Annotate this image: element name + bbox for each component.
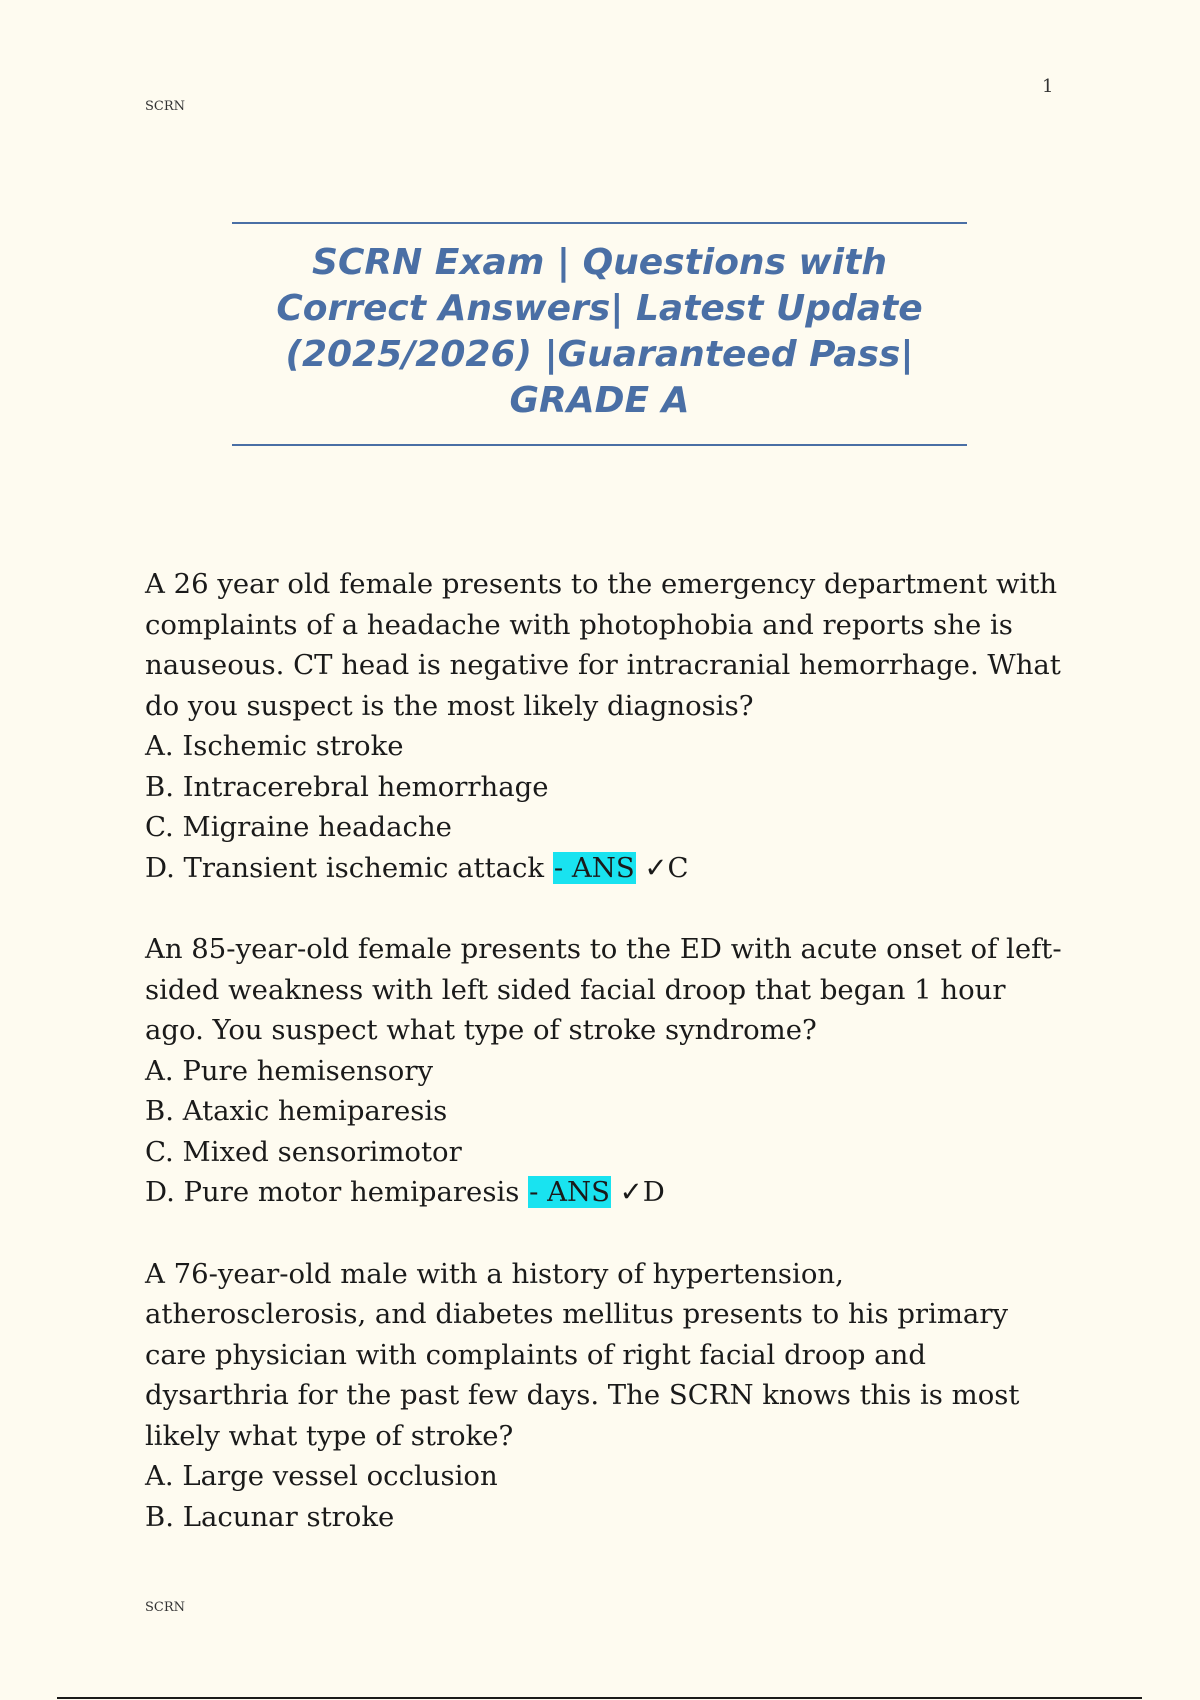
title-block (232, 222, 967, 446)
option-c: C. Migraine headache (145, 811, 452, 843)
footer-label: SCRN (145, 1600, 186, 1615)
option-b: B. Intracerebral hemorrhage (145, 770, 549, 803)
option-b: B. Lacunar stroke (145, 1500, 395, 1533)
question-stem: A 26 year old female presents to the emergency department with complaints of a headache with photophobia and reports she is nauseous. CT head is negative for intracranial hemorrhage. What do you suspect is the most likely diagnosis? (145, 568, 1061, 722)
answer-marker-highlight: - ANS (553, 851, 635, 884)
option-d: D. Transient ischemic attack (145, 851, 545, 884)
question-2 (145, 929, 1065, 1213)
option-d-with-answer (145, 848, 1065, 889)
question-3 (145, 1254, 1065, 1538)
header-label: SCRN (145, 99, 186, 114)
option-a: A. Ischemic stroke (145, 730, 404, 762)
correct-answer: ✓D (619, 1176, 665, 1208)
answer-marker-highlight: - ANS (529, 1176, 610, 1208)
option-a: A. Pure hemisensory (145, 1054, 434, 1087)
question-stem: An 85-year-old female presents to the ED with acute onset of left-sided weakness with left sided facial droop that began 1 hour ago. You suspect what type of stroke syndrome? (145, 933, 1062, 1046)
option-b: B. Ataxic hemiparesis (145, 1095, 448, 1127)
question-stem: A 76-year-old male with a history of hypertension, atherosclerosis, and diabetes mellitus presents to his primary care physician with complaints of right facial droop and dysarthria for the past few days. The SCRN knows this is most likely what type of stroke? (145, 1257, 1020, 1452)
option-c: C. Mixed sensorimotor (145, 1135, 462, 1168)
bottom-divider (57, 1697, 1142, 1699)
option-a: A. Large vessel occlusion (145, 1460, 498, 1492)
option-d: D. Pure motor hemiparesis (145, 1176, 520, 1208)
correct-answer: ✓C (644, 851, 689, 884)
question-1 (145, 564, 1065, 888)
page-number: 1 (1042, 76, 1054, 97)
option-d-with-answer (145, 1172, 1065, 1213)
document-title: SCRN Exam | Questions with Correct Answers| Latest Update (2025/2026) |Guaranteed Pass| GRADE A (276, 242, 923, 421)
question-list (145, 564, 1065, 1578)
